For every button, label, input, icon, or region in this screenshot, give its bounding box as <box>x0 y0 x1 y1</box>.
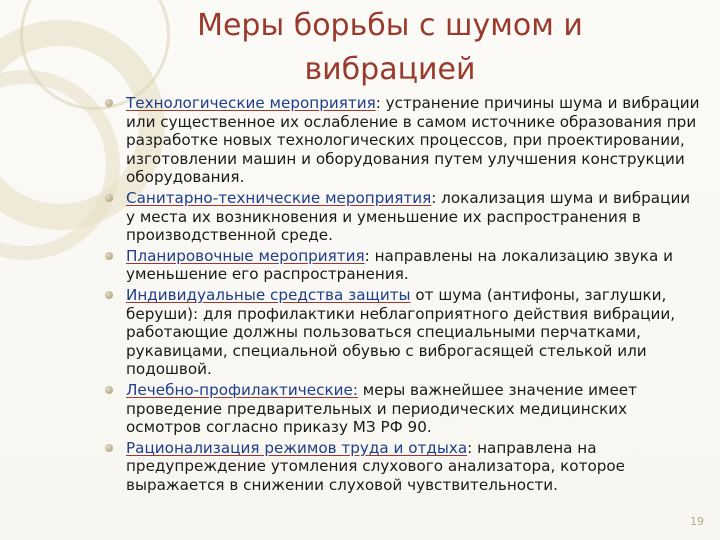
list-item <box>100 189 700 245</box>
slide-title <box>150 4 630 92</box>
list-item <box>100 94 700 187</box>
bullet-text: : направлены на локализацию звука и уменьшение его распространения. <box>126 246 673 284</box>
bullet-term: Индивидуальные средства защиты <box>126 285 411 304</box>
page-number: 19 <box>690 515 704 528</box>
bullet-list <box>100 94 700 496</box>
slide-title-line-1: Меры борьбы с шумом и <box>197 8 583 43</box>
list-item <box>100 439 700 495</box>
list-item <box>100 286 700 379</box>
bullet-text: меры важнейшее значение имеет проведение предварительных и периодических медицинских осмотров согласно приказу МЗ РФ 90. <box>126 380 638 437</box>
bullet-text: : направлена на предупреждение утомления слухового анализатора, которое выражается в снижении слуховой чувствительности. <box>126 438 626 494</box>
bullet-text: : устранение причины шума и вибрации или существенное их ослабление в самом источнике образования при разработке новых технологических процессов, при проектировании, изготовлении машин и оборудования путем улучшения конструкции оборудования. <box>126 94 700 187</box>
bullet-icon <box>105 444 113 452</box>
bullet-icon <box>105 291 113 299</box>
list-item <box>100 381 700 437</box>
bullet-term: Лечебно-профилактические: <box>126 380 358 399</box>
bullet-text: от шума (антифоны, заглушки, беруши): для профилактики неблагоприятного действия вибрации, работающие должны пользоваться специальными перчатками, рукавицами, специальной обувью с виброгасящей стелькой или подошвой. <box>126 285 676 379</box>
list-item <box>100 247 700 284</box>
bullet-term: Планировочные мероприятия <box>126 246 365 265</box>
bullet-term: Рационализация режимов труда и отдыха <box>126 438 468 457</box>
bullet-text: : локализация шума и вибрации у места их возникновения и уменьшение их распространения в производственной среде. <box>126 188 691 245</box>
bullet-term: Технологические мероприятия <box>126 94 376 112</box>
bullet-icon <box>105 252 113 260</box>
bullet-icon <box>105 386 113 394</box>
slide-title-line-2: вибрацией <box>304 52 476 87</box>
bullet-icon <box>105 194 113 202</box>
bullet-term: Санитарно-технические мероприятия <box>126 188 432 207</box>
bullet-icon <box>105 99 113 107</box>
